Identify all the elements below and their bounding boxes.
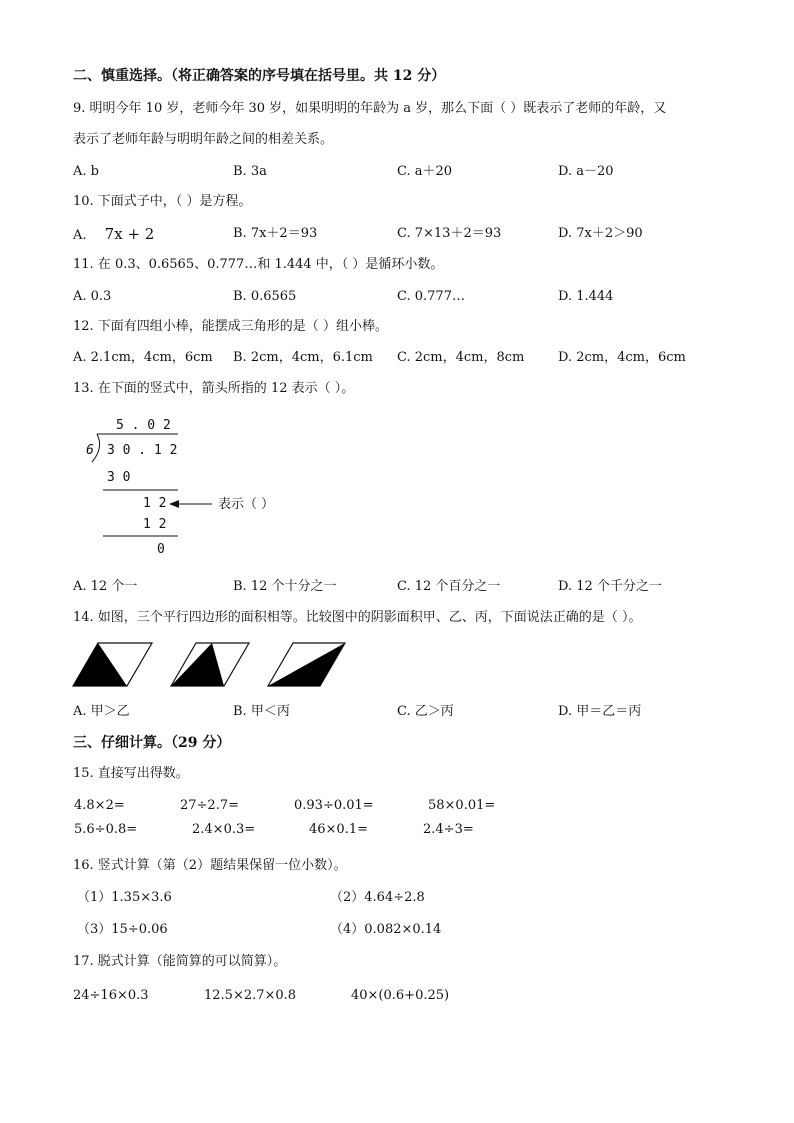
division-remainder: 0 — [157, 542, 165, 557]
option-b[interactable]: B. 2cm，4cm，6.1cm — [233, 350, 373, 365]
option-b[interactable]: B. 12 个十分之一 — [233, 579, 337, 594]
calc-item: 12.5×2.7×0.8 — [204, 988, 297, 1003]
calc-item: 2.4×0.3= — [192, 822, 256, 837]
option-c[interactable]: C. 0.777… — [397, 289, 465, 304]
question-9-line2: 表示了老师年龄与明明年龄之间的相差关系。 — [73, 132, 334, 147]
division-step: 1 2 — [143, 517, 167, 532]
option-c[interactable]: C. 12 个百分之一 — [397, 579, 501, 594]
division-quotient: 5 . 0 2 — [116, 418, 171, 433]
option-d[interactable]: D. 7x＋2＞90 — [558, 226, 643, 241]
calc-item: （1）1.35×3.6 — [77, 890, 172, 905]
calc-item: 27÷2.7= — [180, 798, 240, 813]
calc-item: 0.93÷0.01= — [294, 798, 374, 813]
calc-item: 24÷16×0.3 — [73, 988, 149, 1003]
division-step: 3 0 — [107, 470, 131, 485]
calc-item: 5.6÷0.8= — [74, 822, 138, 837]
option-a[interactable]: A. b — [73, 164, 99, 179]
option-a[interactable]: A. 0.3 — [73, 289, 112, 304]
parallelogram-jia — [73, 643, 152, 686]
calc-item: （2）4.64÷2.8 — [330, 890, 425, 905]
option-b[interactable]: B. 3a — [233, 164, 267, 179]
question-10-stem: 10. 下面式子中，（ ）是方程。 — [73, 194, 252, 209]
option-a[interactable]: A. 12 个一 — [73, 579, 138, 594]
option-d[interactable]: D. 1.444 — [558, 289, 614, 304]
calc-item: （4）0.082×0.14 — [330, 922, 442, 937]
option-b[interactable]: B. 甲＜丙 — [233, 704, 290, 719]
calc-item: 58×0.01= — [428, 798, 496, 813]
option-d[interactable]: D. a－20 — [558, 164, 614, 179]
option-label: A. — [73, 228, 87, 243]
calc-item: 40×(0.6+0.25) — [351, 988, 450, 1003]
option-c[interactable]: C. 2cm，4cm，8cm — [397, 350, 525, 365]
option-expression: 7x + 2 — [104, 225, 155, 243]
option-b[interactable]: B. 0.6565 — [233, 289, 297, 304]
option-a[interactable]: A. 甲＞乙 — [73, 704, 130, 719]
option-d[interactable]: D. 2cm，4cm，6cm — [558, 350, 686, 365]
option-c[interactable]: C. a＋20 — [397, 164, 453, 179]
question-11-stem: 11. 在 0.3、0.6565、0.777…和 1.444 中，（ ）是循环小数。 — [73, 257, 444, 272]
option-d[interactable]: D. 甲＝乙＝丙 — [558, 704, 642, 719]
section-title: 二、慎重选择。（将正确答案的序号填在括号里。共 12 分） — [73, 68, 446, 84]
parallelogram-bing — [268, 643, 345, 686]
calc-item: 2.4÷3= — [423, 822, 474, 837]
option-d[interactable]: D. 12 个千分之一 — [558, 579, 662, 594]
question-9-line1: 9. 明明今年 10 岁，老师今年 30 岁，如果明明的年龄为 a 岁，那么下面（ ）既表示了老师的年龄，又 — [73, 101, 667, 116]
question-15-stem: 15. 直接写出得数。 — [73, 766, 189, 781]
calc-item: 4.8×2= — [74, 798, 125, 813]
arrow-label: 表示（ ） — [218, 497, 275, 512]
section-title: 三、仔细计算。（29 分） — [73, 735, 231, 751]
calc-item: （3）15÷0.06 — [77, 922, 168, 937]
question-17-stem: 17. 脱式计算（能简算的可以简算）。 — [73, 954, 287, 969]
question-16-stem: 16. 竖式计算（第（2）题结果保留一位小数）。 — [73, 858, 347, 873]
division-dividend: 3 0 . 1 2 — [107, 443, 178, 458]
question-13-stem: 13. 在下面的竖式中，箭头所指的 12 表示（ ）。 — [73, 381, 355, 396]
option-b[interactable]: B. 7x＋2＝93 — [233, 226, 318, 241]
question-12-stem: 12. 下面有四组小棒，能摆成三角形的是（ ）组小棒。 — [73, 319, 388, 334]
question-14-stem: 14. 如图，三个平行四边形的面积相等。比较图中的阴影面积甲、乙、丙，下面说法正确的是（ ）。 — [73, 610, 642, 625]
option-c[interactable]: C. 7×13＋2＝93 — [397, 226, 502, 241]
calc-item: 46×0.1= — [309, 822, 369, 837]
option-c[interactable]: C. 乙＞丙 — [397, 704, 454, 719]
division-divisor: 6 — [86, 443, 94, 458]
option-a[interactable]: A. 2.1cm，4cm，6cm — [73, 350, 213, 365]
parallelogram-yi — [171, 643, 249, 686]
division-step: 1 2 — [143, 496, 167, 511]
